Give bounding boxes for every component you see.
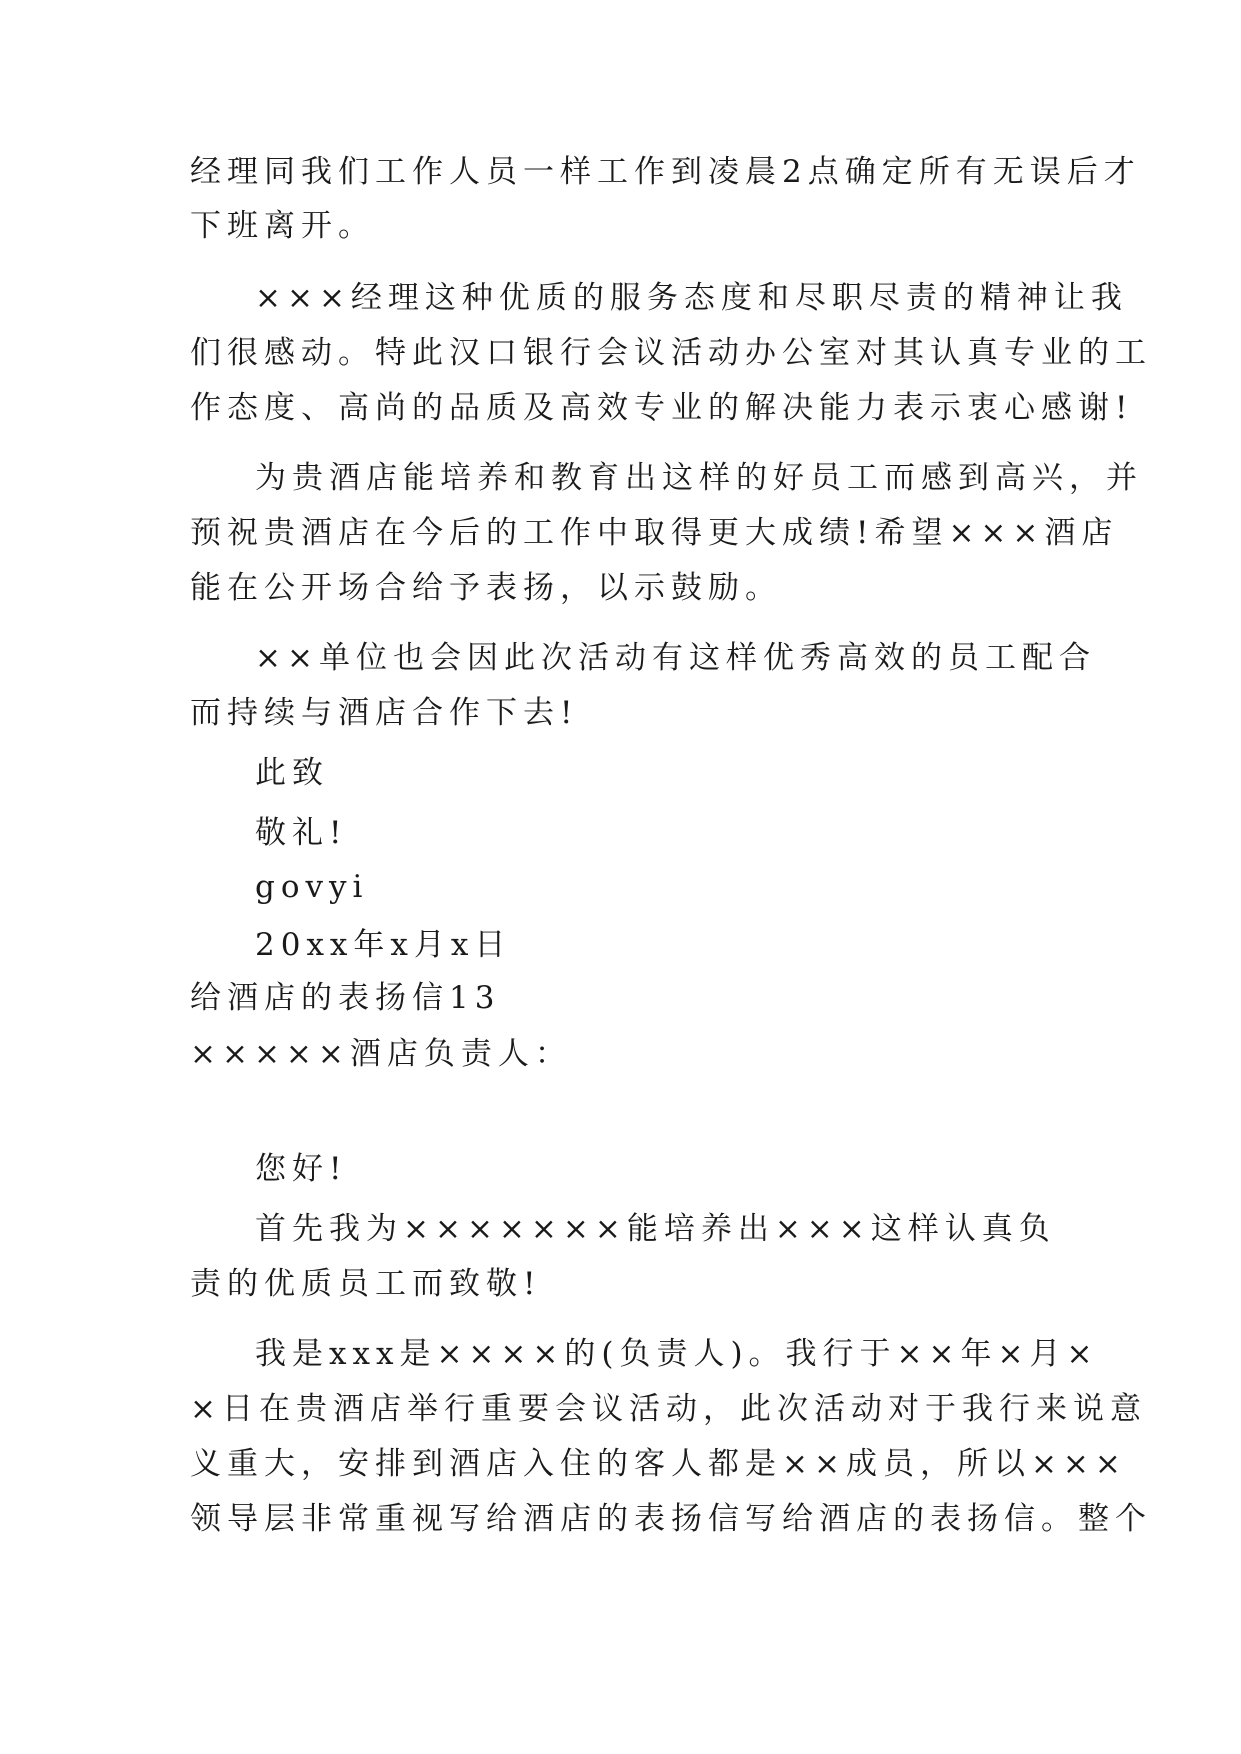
text-line: 责的优质员工而致敬! [190,1266,542,1302]
text-line: 我是xxx是××××的(负责人)。我行于××年×月× [255,1336,1099,1372]
text-line: 经理同我们工作人员一样工作到凌晨2点确定所有无误后才 [190,154,1141,190]
text-line: 而持续与酒店合作下去! [190,695,579,731]
text-line: 义重大，安排到酒店入住的客人都是××成员，所以××× [190,1446,1127,1482]
text-line: 能在公开场合给予表扬，以示鼓励。 [190,570,782,606]
text-line: 下班离开。 [190,208,375,244]
text-line: ×日在贵酒店举行重要会议活动，此次活动对于我行来说意 [190,1391,1147,1427]
text-line: 们很感动。特此汉口银行会议活动办公室对其认真专业的工 [190,335,1152,371]
letter-title: 给酒店的表扬信13 [190,980,501,1016]
closing-line: 敬礼! [255,815,348,851]
signature-line: govyi [255,869,369,905]
text-line: 首先我为×××××××能培养出×××这样认真负 [255,1211,1056,1247]
text-line: ××单位也会因此次活动有这样优秀高效的员工配合 [255,640,1096,676]
text-line: ×××经理这种优质的服务态度和尽职尽责的精神让我 [255,280,1128,316]
text-line: 预祝贵酒店在今后的工作中取得更大成绩!希望×××酒店 [190,515,1119,551]
text-line: 为贵酒店能培养和教育出这样的好员工而感到高兴，并 [255,460,1143,496]
text-line: 作态度、高尚的品质及高效专业的解决能力表示衷心感谢! [190,390,1134,426]
text-line: 领导层非常重视写给酒店的表扬信写给酒店的表扬信。整个 [190,1501,1152,1537]
salutation-line: ×××××酒店负责人： [190,1036,572,1072]
closing-line: 此致 [255,755,329,791]
date-line: 20xx年x月x日 [255,927,512,963]
greeting-line: 您好! [255,1151,348,1187]
